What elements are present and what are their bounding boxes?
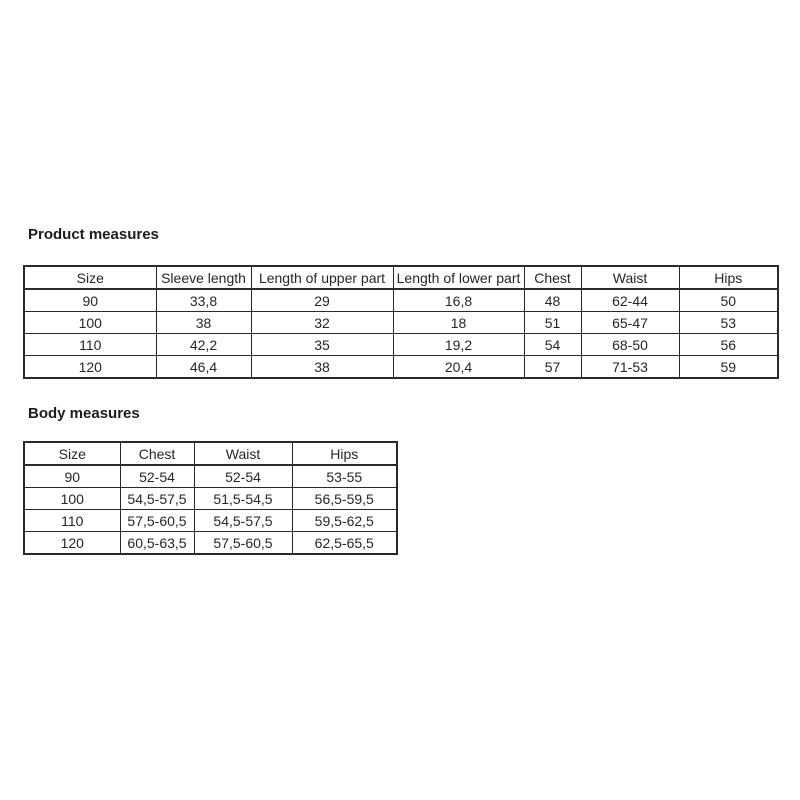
table-cell: 62,5-65,5 bbox=[292, 532, 397, 555]
table-cell: 57,5-60,5 bbox=[120, 510, 194, 532]
table-cell: 90 bbox=[24, 289, 156, 312]
table-cell: 52-54 bbox=[120, 465, 194, 488]
table-cell: 46,4 bbox=[156, 356, 251, 379]
table-cell: 68-50 bbox=[581, 334, 679, 356]
body-col-waist: Waist bbox=[194, 442, 292, 465]
table-cell: 54 bbox=[524, 334, 581, 356]
table-cell: 51,5-54,5 bbox=[194, 488, 292, 510]
product-row-110 bbox=[24, 334, 778, 356]
table-cell: 100 bbox=[24, 312, 156, 334]
product-col-chest: Chest bbox=[524, 266, 581, 289]
product-col-size: Size bbox=[24, 266, 156, 289]
table-cell: 51 bbox=[524, 312, 581, 334]
table-cell: 62-44 bbox=[581, 289, 679, 312]
table-cell: 120 bbox=[24, 356, 156, 379]
table-cell: 120 bbox=[24, 532, 120, 555]
body-row-120 bbox=[24, 532, 397, 555]
table-cell: 56 bbox=[679, 334, 778, 356]
table-cell: 57 bbox=[524, 356, 581, 379]
body-row-110 bbox=[24, 510, 397, 532]
table-cell: 57,5-60,5 bbox=[194, 532, 292, 555]
table-cell: 53-55 bbox=[292, 465, 397, 488]
product-header-row bbox=[24, 266, 778, 289]
table-cell: 90 bbox=[24, 465, 120, 488]
table-cell: 18 bbox=[393, 312, 524, 334]
table-cell: 20,4 bbox=[393, 356, 524, 379]
product-col-upper-part: Length of upper part bbox=[251, 266, 393, 289]
table-cell: 50 bbox=[679, 289, 778, 312]
table-cell: 60,5-63,5 bbox=[120, 532, 194, 555]
body-row-90 bbox=[24, 465, 397, 488]
product-measures-table bbox=[23, 265, 779, 379]
table-cell: 53 bbox=[679, 312, 778, 334]
table-cell: 59,5-62,5 bbox=[292, 510, 397, 532]
product-row-90 bbox=[24, 289, 778, 312]
product-row-100 bbox=[24, 312, 778, 334]
table-cell: 65-47 bbox=[581, 312, 679, 334]
body-col-hips: Hips bbox=[292, 442, 397, 465]
table-cell: 59 bbox=[679, 356, 778, 379]
table-cell: 52-54 bbox=[194, 465, 292, 488]
body-measures-table bbox=[23, 441, 398, 555]
table-cell: 33,8 bbox=[156, 289, 251, 312]
table-cell: 110 bbox=[24, 334, 156, 356]
table-cell: 110 bbox=[24, 510, 120, 532]
table-cell: 38 bbox=[251, 356, 393, 379]
table-cell: 38 bbox=[156, 312, 251, 334]
table-cell: 35 bbox=[251, 334, 393, 356]
table-cell: 54,5-57,5 bbox=[194, 510, 292, 532]
product-measures-title: Product measures bbox=[28, 226, 159, 243]
table-cell: 42,2 bbox=[156, 334, 251, 356]
table-cell: 29 bbox=[251, 289, 393, 312]
body-col-size: Size bbox=[24, 442, 120, 465]
table-cell: 48 bbox=[524, 289, 581, 312]
body-header-row bbox=[24, 442, 397, 465]
body-row-100 bbox=[24, 488, 397, 510]
table-cell: 71-53 bbox=[581, 356, 679, 379]
product-col-waist: Waist bbox=[581, 266, 679, 289]
product-col-sleeve: Sleeve length bbox=[156, 266, 251, 289]
body-col-chest: Chest bbox=[120, 442, 194, 465]
table-cell: 56,5-59,5 bbox=[292, 488, 397, 510]
table-cell: 19,2 bbox=[393, 334, 524, 356]
product-col-lower-part: Length of lower part bbox=[393, 266, 524, 289]
product-col-hips: Hips bbox=[679, 266, 778, 289]
body-measures-title: Body measures bbox=[28, 405, 140, 422]
table-cell: 100 bbox=[24, 488, 120, 510]
table-cell: 54,5-57,5 bbox=[120, 488, 194, 510]
table-cell: 16,8 bbox=[393, 289, 524, 312]
table-cell: 32 bbox=[251, 312, 393, 334]
product-row-120 bbox=[24, 356, 778, 379]
